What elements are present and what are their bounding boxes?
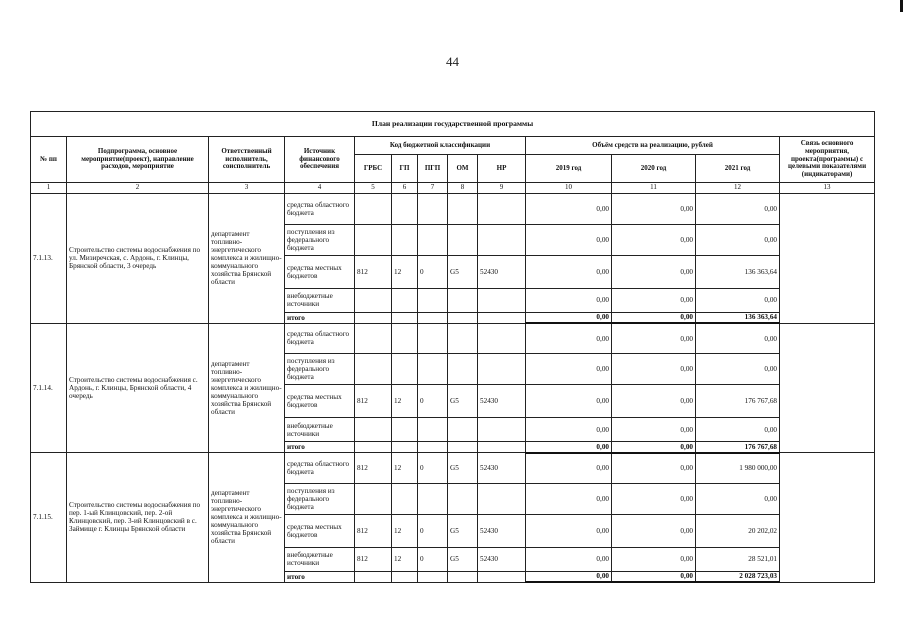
pgp-cell [418, 323, 448, 354]
header-volume: Объём средств на реализацию, рублей [526, 137, 780, 155]
total-2021: 136 363,64 [696, 312, 780, 323]
pgp-cell: 0 [418, 255, 448, 288]
sum-2019-cell: 0,00 [526, 385, 612, 418]
col-number: 11 [612, 183, 696, 194]
sum-2021-cell: 176 767,68 [696, 385, 780, 418]
source-cell: внебюджетные источники [285, 547, 355, 571]
om-cell [448, 288, 478, 312]
sum-2019-cell: 0,00 [526, 354, 612, 385]
col-number: 5 [355, 183, 392, 194]
source-cell: средства местных бюджетов [285, 514, 355, 547]
np-cell: 52430 [478, 547, 526, 571]
gp-cell [392, 418, 418, 442]
sum-2021-cell: 0,00 [696, 418, 780, 442]
sum-2021-cell: 20 202,02 [696, 514, 780, 547]
om-cell [448, 483, 478, 514]
col-number: 6 [392, 183, 418, 194]
total-label: итого [285, 442, 355, 453]
total-2020: 0,00 [612, 312, 696, 323]
section-number: 7.1.15. [31, 453, 67, 583]
sum-2021-cell: 0,00 [696, 323, 780, 354]
col-number: 8 [448, 183, 478, 194]
om-cell [448, 442, 478, 453]
pgp-cell [418, 418, 448, 442]
section-name: Строительство системы водоснабжения по ул. Мизиречская, с. Ардонь, г. Клинцы, Брянской области, 3 очередь [67, 194, 209, 324]
header-2019: 2019 год [526, 155, 612, 183]
col-number: 3 [209, 183, 285, 194]
total-2020: 0,00 [612, 571, 696, 582]
sum-2020-cell: 0,00 [612, 224, 696, 255]
np-cell: 52430 [478, 453, 526, 484]
gp-cell: 12 [392, 255, 418, 288]
sum-2020-cell: 0,00 [612, 194, 696, 225]
np-cell [478, 312, 526, 323]
col-number: 13 [780, 183, 875, 194]
grbs-cell [355, 194, 392, 225]
np-cell [478, 483, 526, 514]
section-executor: департамент топливно-энергетического комплекса и жилищно-коммунального хозяйства Брянской области [209, 194, 285, 324]
section-name: Строительство системы водоснабжения по пер. 1-ый Клинцовский, пер. 2-ой Клинцовский, пер. 3-ий Клинцовский в с. Займище г. Клинцы Брянской области [67, 453, 209, 583]
sum-2020-cell: 0,00 [612, 288, 696, 312]
grbs-cell: 812 [355, 255, 392, 288]
gp-cell [392, 323, 418, 354]
total-2019: 0,00 [526, 442, 612, 453]
source-cell: поступления из федерального бюджета [285, 354, 355, 385]
header-link: Связь основного мероприятия, проекта(программы) с целевыми показателями (индикаторами) [780, 137, 875, 183]
sum-2021-cell: 136 363,64 [696, 255, 780, 288]
total-label: итого [285, 312, 355, 323]
gp-cell: 12 [392, 514, 418, 547]
header-budget-code: Код бюджетной классификации [355, 137, 526, 155]
pgp-cell: 0 [418, 514, 448, 547]
section-number: 7.1.14. [31, 323, 67, 453]
pgp-cell [418, 312, 448, 323]
col-number: 4 [285, 183, 355, 194]
section-executor: департамент топливно-энергетического комплекса и жилищно-коммунального хозяйства Брянской области [209, 323, 285, 453]
np-cell: 52430 [478, 255, 526, 288]
gp-cell: 12 [392, 385, 418, 418]
total-2021: 2 028 723,03 [696, 571, 780, 582]
sum-2019-cell: 0,00 [526, 418, 612, 442]
source-cell: внебюджетные источники [285, 418, 355, 442]
sum-2019-cell: 0,00 [526, 194, 612, 225]
gp-cell: 12 [392, 547, 418, 571]
link-cell [780, 453, 875, 583]
om-cell [448, 418, 478, 442]
link-cell [780, 323, 875, 453]
om-cell [448, 571, 478, 582]
om-cell [448, 312, 478, 323]
sum-2021-cell: 0,00 [696, 194, 780, 225]
sum-2020-cell: 0,00 [612, 354, 696, 385]
grbs-cell [355, 354, 392, 385]
sum-2020-cell: 0,00 [612, 547, 696, 571]
np-cell [478, 418, 526, 442]
page-number: 44 [446, 54, 459, 69]
table-row [31, 323, 875, 354]
sum-2021-cell: 28 521,01 [696, 547, 780, 571]
np-cell [478, 323, 526, 354]
sum-2019-cell: 0,00 [526, 255, 612, 288]
total-2019: 0,00 [526, 312, 612, 323]
header-executor: Ответственный исполнитель, соисполнитель [209, 137, 285, 183]
np-cell [478, 194, 526, 225]
gp-cell [392, 194, 418, 225]
source-cell: средства областного бюджета [285, 323, 355, 354]
source-cell: внебюджетные источники [285, 288, 355, 312]
om-cell: G5 [448, 547, 478, 571]
pgp-cell [418, 194, 448, 225]
sum-2019-cell: 0,00 [526, 547, 612, 571]
header-2020: 2020 год [612, 155, 696, 183]
total-label: итого [285, 571, 355, 582]
source-cell: поступления из федерального бюджета [285, 224, 355, 255]
om-cell [448, 194, 478, 225]
pgp-cell [418, 224, 448, 255]
sum-2021-cell: 0,00 [696, 224, 780, 255]
section-7-1-13 [31, 194, 875, 324]
header-2021: 2021 год [696, 155, 780, 183]
col-number: 7 [418, 183, 448, 194]
sum-2021-cell: 0,00 [696, 354, 780, 385]
total-2020: 0,00 [612, 442, 696, 453]
gp-cell [392, 442, 418, 453]
sum-2019-cell: 0,00 [526, 323, 612, 354]
grbs-cell [355, 323, 392, 354]
header-om: ОМ [448, 155, 478, 183]
section-name: Строительство системы водоснабжения с. Ардонь, г. Клинцы, Брянской области, 4 очередь [67, 323, 209, 453]
column-number-row [31, 183, 875, 194]
sum-2019-cell: 0,00 [526, 288, 612, 312]
table-row [31, 453, 875, 484]
col-number: 2 [67, 183, 209, 194]
om-cell: G5 [448, 453, 478, 484]
pgp-cell [418, 483, 448, 514]
pgp-cell [418, 571, 448, 582]
grbs-cell: 812 [355, 453, 392, 484]
pgp-cell [418, 354, 448, 385]
om-cell [448, 323, 478, 354]
gp-cell [392, 571, 418, 582]
header-gp: ГП [392, 155, 418, 183]
section-7-1-14 [31, 323, 875, 453]
sum-2020-cell: 0,00 [612, 418, 696, 442]
grbs-cell [355, 442, 392, 453]
gp-cell [392, 288, 418, 312]
sum-2020-cell: 0,00 [612, 514, 696, 547]
plan-table-container [30, 111, 874, 583]
header-source: Источник финансового обеспечения [285, 137, 355, 183]
grbs-cell [355, 288, 392, 312]
sum-2021-cell: 0,00 [696, 483, 780, 514]
table-row [31, 194, 875, 225]
grbs-cell [355, 224, 392, 255]
header-row-1 [31, 137, 875, 155]
scan-edge-mark [900, 0, 903, 12]
grbs-cell [355, 312, 392, 323]
pgp-cell: 0 [418, 547, 448, 571]
pgp-cell [418, 288, 448, 312]
source-cell: средства местных бюджетов [285, 255, 355, 288]
sum-2019-cell: 0,00 [526, 453, 612, 484]
sum-2020-cell: 0,00 [612, 323, 696, 354]
col-number: 10 [526, 183, 612, 194]
section-executor: департамент топливно-энергетического комплекса и жилищно-коммунального хозяйства Брянской области [209, 453, 285, 583]
np-cell [478, 288, 526, 312]
plan-table [30, 111, 875, 583]
np-cell: 52430 [478, 385, 526, 418]
np-cell: 52430 [478, 514, 526, 547]
header-grbs: ГРБС [355, 155, 392, 183]
source-cell: средства областного бюджета [285, 453, 355, 484]
gp-cell [392, 354, 418, 385]
source-cell: средства местных бюджетов [285, 385, 355, 418]
om-cell [448, 224, 478, 255]
table-caption: План реализации государственной программы [31, 112, 875, 137]
col-number: 9 [478, 183, 526, 194]
source-cell: поступления из федерального бюджета [285, 483, 355, 514]
sum-2021-cell: 1 980 000,00 [696, 453, 780, 484]
om-cell: G5 [448, 385, 478, 418]
pgp-cell: 0 [418, 453, 448, 484]
section-7-1-15 [31, 453, 875, 583]
pgp-cell [418, 442, 448, 453]
sum-2021-cell: 0,00 [696, 288, 780, 312]
grbs-cell: 812 [355, 547, 392, 571]
header-no: № пп [31, 137, 67, 183]
total-2021: 176 767,68 [696, 442, 780, 453]
grbs-cell: 812 [355, 385, 392, 418]
col-number: 12 [696, 183, 780, 194]
link-cell [780, 194, 875, 324]
grbs-cell [355, 571, 392, 582]
np-cell [478, 442, 526, 453]
sum-2020-cell: 0,00 [612, 385, 696, 418]
np-cell [478, 224, 526, 255]
header-name: Подпрограмма, основное мероприятие(проект), направление расходов, мероприятие [67, 137, 209, 183]
header-pgp: ПГП [418, 155, 448, 183]
sum-2019-cell: 0,00 [526, 514, 612, 547]
om-cell: G5 [448, 255, 478, 288]
sum-2019-cell: 0,00 [526, 483, 612, 514]
sum-2020-cell: 0,00 [612, 453, 696, 484]
sum-2020-cell: 0,00 [612, 255, 696, 288]
source-cell: средства областного бюджета [285, 194, 355, 225]
total-2019: 0,00 [526, 571, 612, 582]
gp-cell [392, 483, 418, 514]
grbs-cell: 812 [355, 514, 392, 547]
om-cell [448, 354, 478, 385]
gp-cell: 12 [392, 453, 418, 484]
section-number: 7.1.13. [31, 194, 67, 324]
om-cell: G5 [448, 514, 478, 547]
gp-cell [392, 312, 418, 323]
table-caption-row [31, 112, 875, 137]
np-cell [478, 571, 526, 582]
gp-cell [392, 224, 418, 255]
sum-2019-cell: 0,00 [526, 224, 612, 255]
grbs-cell [355, 418, 392, 442]
sum-2020-cell: 0,00 [612, 483, 696, 514]
col-number: 1 [31, 183, 67, 194]
header-np: НР [478, 155, 526, 183]
grbs-cell [355, 483, 392, 514]
pgp-cell: 0 [418, 385, 448, 418]
np-cell [478, 354, 526, 385]
